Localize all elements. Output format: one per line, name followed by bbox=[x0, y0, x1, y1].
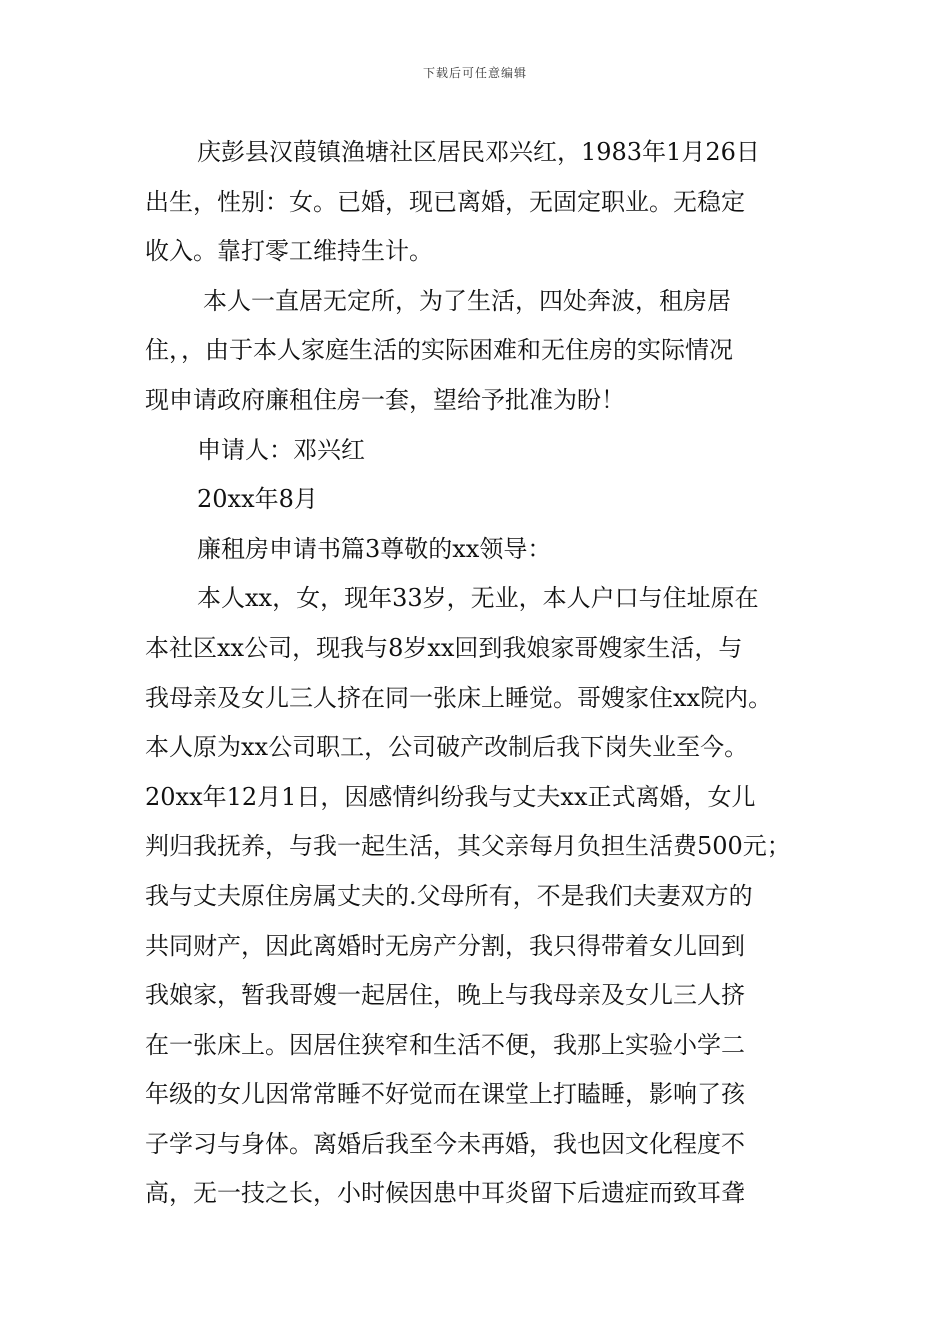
text-line: 子学习与身体。离婚后我至今未再婚，我也因文化程度不 bbox=[145, 1129, 745, 1158]
text-line: 在一张床上。因居住狭窄和生活不便，我那上实验小学二 bbox=[145, 1030, 745, 1059]
text-line: 本社区xx公司，现我与8岁xx回到我娘家哥嫂家生活，与 bbox=[145, 633, 743, 662]
text-line: 20xx年8月 bbox=[197, 485, 318, 514]
text-line: 20xx年12月1日，因感情纠纷我与丈夫xx正式离婚，女儿 bbox=[145, 782, 756, 811]
text-line: 庆彭县汉葭镇渔塘社区居民邓兴红，1983年1月26日 bbox=[197, 138, 760, 166]
text-line: 本人xx，女，现年33岁，无业，本人户口与住址原在 bbox=[197, 584, 759, 613]
text-line: 收入。靠打零工维持生计。 bbox=[145, 237, 433, 266]
text-line: 我母亲及女儿三人挤在同一张床上睡觉。哥嫂家住xx院内。 bbox=[145, 683, 773, 712]
text-line: 判归我抚养，与我一起生活，其父亲每月负担生活费500元； bbox=[145, 832, 791, 861]
text-line: 本人一直居无定所，为了生活，四处奔波，租房居 bbox=[203, 286, 731, 315]
text-line: 现申请政府廉租住房一套，望给予批准为盼！ bbox=[145, 385, 625, 414]
text-line: 出生，性别：女。已婚，现已离婚，无固定职业。无稳定 bbox=[145, 187, 745, 216]
text-line: 高，无一技之长，小时候因患中耳炎留下后遗症而致耳聋 bbox=[145, 1179, 745, 1208]
text-line: 廉租房申请书篇3尊敬的xx领导： bbox=[197, 534, 552, 563]
document-body bbox=[145, 128, 835, 1219]
text-line: 年级的女儿因常常睡不好觉而在课堂上打瞌睡，影响了孩 bbox=[145, 1080, 745, 1109]
text-line: 申请人：邓兴红 bbox=[197, 435, 365, 464]
text-line: 本人原为xx公司职工，公司破产改制后我下岗失业至今。 bbox=[145, 733, 749, 762]
text-line: 共同财产，因此离婚时无房产分割，我只得带着女儿回到 bbox=[145, 931, 745, 960]
text-line: 我娘家，暂我哥嫂一起居住，晚上与我母亲及女儿三人挤 bbox=[145, 981, 745, 1010]
text-line: 我与丈夫原住房属丈夫的.父母所有，不是我们夫妻双方的 bbox=[145, 881, 753, 910]
page-header-note: 下载后可任意编辑 bbox=[422, 66, 527, 80]
text-line: 住，，由于本人家庭生活的实际困难和无住房的实际情况 bbox=[145, 336, 733, 365]
